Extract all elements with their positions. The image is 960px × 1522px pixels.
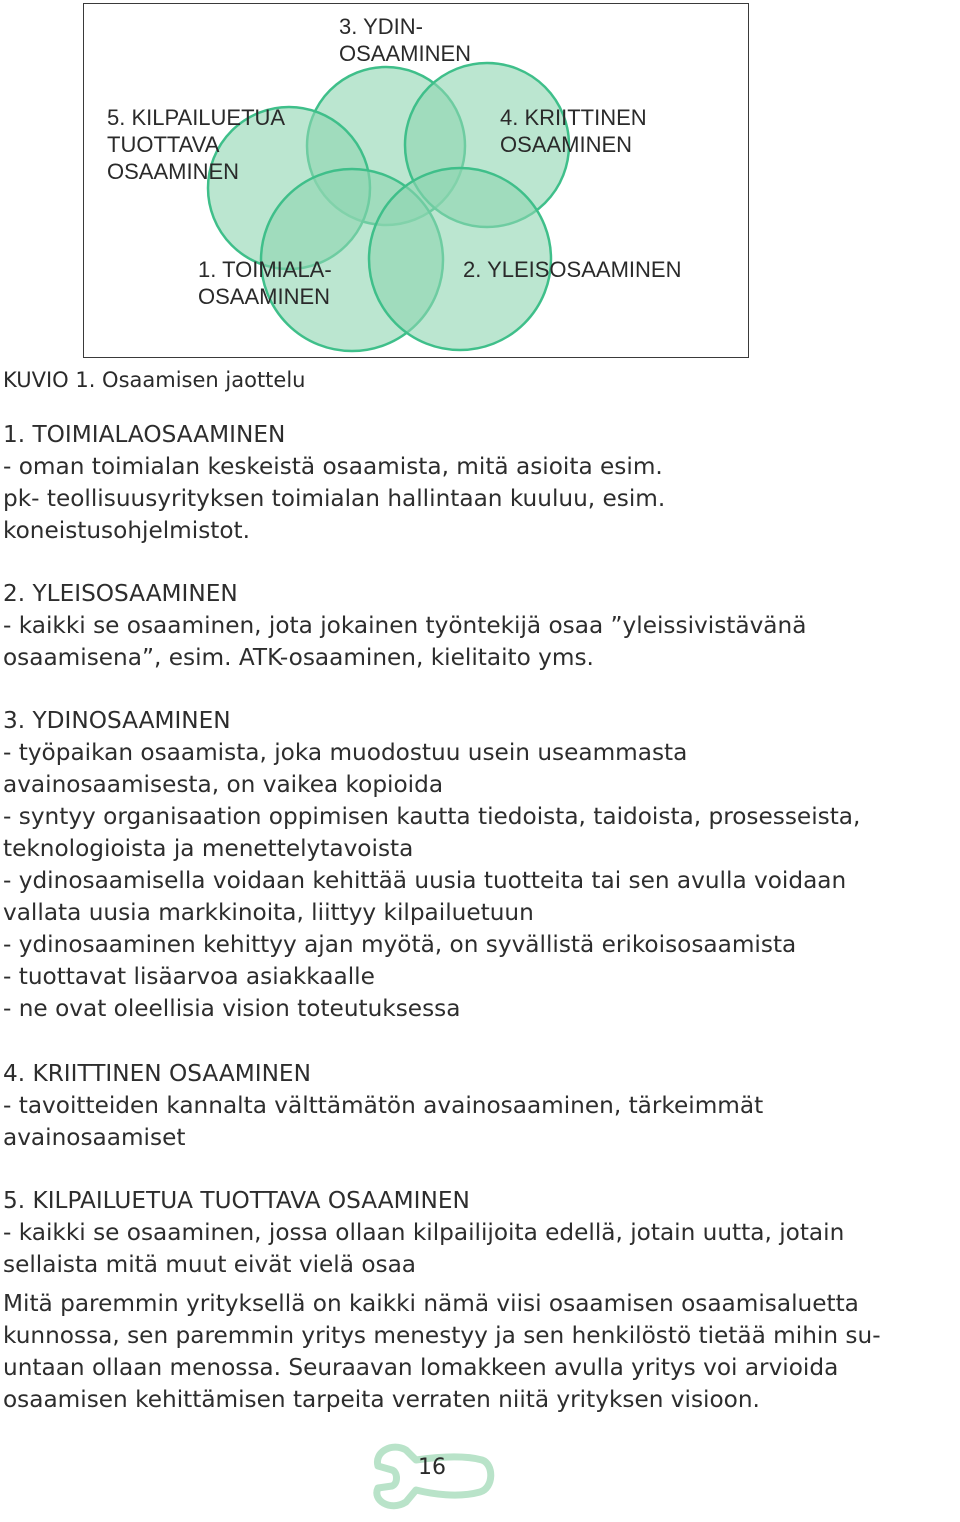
section-heading: 1. TOIMIALAOSAAMINEN bbox=[3, 421, 286, 448]
venn-label-industry: 1. TOIMIALA- OSAAMINEN bbox=[198, 257, 332, 309]
section-body: - tavoitteiden kannalta välttämätön avainosaaminen, tärkeimmät avainosaamiset bbox=[3, 1092, 764, 1151]
section-heading: 2. YLEISOSAAMINEN bbox=[3, 580, 238, 607]
page-number: 16 bbox=[418, 1455, 446, 1480]
section-heading: 4. KRIITTINEN OSAAMINEN bbox=[3, 1060, 311, 1087]
venn-label-core: 3. YDIN- OSAAMINEN bbox=[339, 14, 472, 66]
section-body: - työpaikan osaamista, joka muodostuu usein useammasta avainosaamisesta, on vaikea kopioida - syntyy organisaation oppimisen kautta tiedoista, taidoista, prosesseista, teknologioista ja menettelytavoista - ydinosaamisella voidaan kehittää uusia tuotteita tai sen avulla voidaan vallata uusia markkinoita, liittyy kilpailuetuun - ydinosaaminen kehittyy ajan myötä, on syvällistä erikoisosaamista - tuottavat lisäarvoa asiakkaalle - ne ovat oleellisia vision toteutuksessa bbox=[3, 739, 861, 1022]
section-body: - kaikki se osaaminen, jossa ollaan kilpailijoita edellä, jotain uutta, jotain sellaista mitä muut eivät vielä osaa bbox=[3, 1219, 845, 1278]
venn-label-general: 2. YLEISOSAAMINEN bbox=[463, 257, 682, 282]
section-heading: 3. YDINOSAAMINEN bbox=[3, 707, 231, 734]
figure-caption: KUVIO 1. Osaamisen jaottelu bbox=[3, 368, 306, 392]
venn-label-competitive: 5. KILPAILUETUA TUOTTAVA OSAAMINEN bbox=[107, 105, 286, 184]
section-body: - kaikki se osaaminen, jota jokainen työntekijä osaa ”yleissivistävänä osaamisena”, esim. ATK-osaaminen, kielitaito yms. bbox=[3, 612, 807, 671]
venn-label-critical: 4. KRIITTINEN OSAAMINEN bbox=[500, 105, 647, 157]
section-heading: 5. KILPAILUETUA TUOTTAVA OSAAMINEN bbox=[3, 1187, 470, 1214]
section-body: - oman toimialan keskeistä osaamista, mitä asioita esim. pk- teollisuusyrityksen toimialan hallintaan kuuluu, esim. koneistusohjelmistot. bbox=[3, 453, 666, 544]
closing-paragraph: Mitä paremmin yrityksellä on kaikki nämä viisi osaamisen osaamisaluetta kunnossa, sen paremmin yritys menestyy ja sen henkilöstö tietää mihin su- untaan ollaan menossa. Seuraavan lomakkeen avulla yritys voi arvioida osaamisen kehittämisen tarpeita verraten niitä yrityksen visioon. bbox=[3, 1290, 881, 1413]
